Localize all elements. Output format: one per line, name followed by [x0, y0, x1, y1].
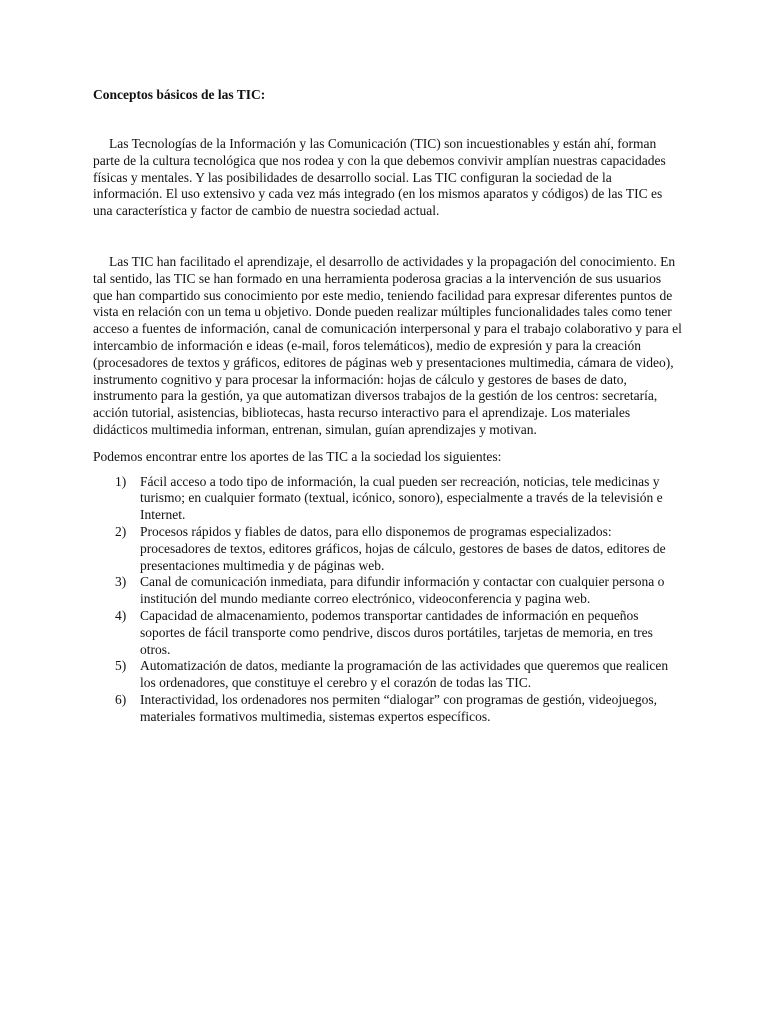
list-item-text: Interactividad, los ordenadores nos permiten “dialogar” con programas de gestión, videojuegos, materiales formativos multimedia, sistemas expertos específicos. [140, 691, 657, 724]
list-item-text: Fácil acceso a todo tipo de información, la cual pueden ser recreación, noticias, tele medicinas y turismo; en cualquier formato (textual, icónico, sonoro), especialmente a través de la televisión e Internet. [140, 473, 663, 523]
list-item-text: Canal de comunicación inmediata, para difundir información y contactar con cualquier persona o institución del mundo mediante correo electrónico, videoconferencia y pagina web. [140, 574, 665, 607]
list-item-number: 2) [115, 523, 127, 539]
list-item [93, 574, 683, 608]
list-item-number: 5) [115, 658, 127, 674]
list-item [93, 658, 683, 692]
document-page [93, 86, 683, 726]
list-item-text: Procesos rápidos y fiables de datos, para ello disponemos de programas especializados: procesadores de textos, editores gráficos, hojas de cálculo, gestores de bases de datos, editores de presentaciones multimedia y de páginas web. [140, 523, 666, 573]
list-item-number: 3) [115, 574, 127, 590]
list-item [93, 524, 683, 574]
list-intro: Podemos encontrar entre los aportes de las TIC a la sociedad los siguientes: [93, 448, 502, 464]
list-item-text: Automatización de datos, mediante la programación de las actividades que queremos que realicen los ordenadores, que constituye el cerebro y el corazón de todas las TIC. [140, 658, 669, 691]
list-item-number: 4) [115, 607, 127, 623]
list-item-number: 1) [115, 473, 127, 489]
aportes-list [93, 474, 683, 726]
paragraph-tic-aprendizaje: Las TIC han facilitado el aprendizaje, el desarrollo de actividades y la propagación del conocimiento. En tal sentido, las TIC se han formado en una herramienta poderosa gracias a la intervención de sus usuarios que han compartido sus conocimiento por este medio, teniendo facilidad para expresar diferentes puntos de vista en relación con un tema u objetivo. Donde pueden realizar múltiples funcionalidades tales como tener acceso a fuentes de información, canal de comunicación interpersonal y para el trabajo colaborativo y para el intercambio de información e ideas (e-mail, foros telemáticos), medio de expresión y para la creación (procesadores de textos y gráficos, editores de páginas web y presentaciones multimedia, cámara de video), instrumento cognitivo y para procesar la información: hojas de cálculo y gestores de bases de dato, instrumento para la gestión, ya que automatizan diversos trabajos de la gestión de los centros: secretaría, acción tutorial, asistencias, bibliotecas, hasta recurso interactivo para el aprendizaje. Los materiales didácticos multimedia informan, entrenan, simulan, guían aprendizajes y motivan. [93, 253, 682, 437]
list-item [93, 474, 683, 524]
paragraph-intro-tic: Las Tecnologías de la Información y las Comunicación (TIC) son incuestionables y están ahí, forman parte de la cultura tecnológica que nos rodea y con la que debemos convivir amplían nuestras capacidades físicas y mentales. Y las posibilidades de desarrollo social. Las TIC configuran la sociedad de la información. El uso extensivo y cada vez más integrado (en los mismos aparatos y códigos) de las TIC es una característica y factor de cambio de nuestra sociedad actual. [93, 136, 666, 219]
list-item-number: 6) [115, 691, 127, 707]
list-item-text: Capacidad de almacenamiento, podemos transportar cantidades de información en pequeños soportes de fácil transporte como pendrive, discos duros portátiles, tarjetas de memoria, en tres otros. [140, 607, 653, 657]
list-item [93, 608, 683, 658]
list-item [93, 692, 683, 726]
document-title: Conceptos básicos de las TIC: [93, 87, 266, 102]
